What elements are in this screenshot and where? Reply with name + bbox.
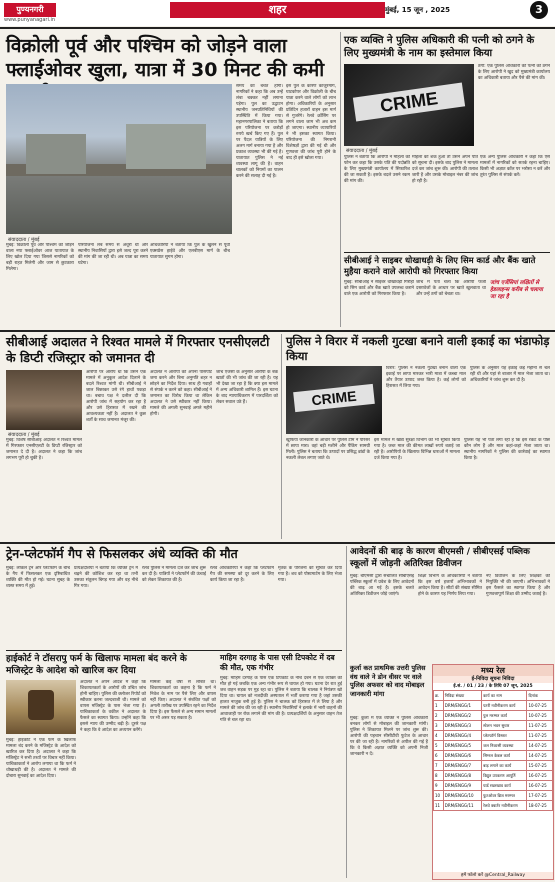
ad-col-header: निविदा संख्या (443, 691, 481, 701)
railway-tender-ad (432, 664, 554, 880)
masthead (0, 0, 555, 26)
table-cell: पटरी नवीनीकरण कार्य (482, 701, 527, 711)
table-cell: सिग्नल केबल कार्य (482, 751, 527, 761)
police-body-1: ठगी: एक पुलिस अधिकारी की पत्नी को ठगने के लिए आरोपी ने खुद को मुख्यमंत्री कार्यालय का अधिकारी बताया और पैसे की मांग की। (478, 64, 550, 81)
table-cell: DRM/ENGG/9 (443, 781, 481, 791)
section-divider-1 (0, 330, 555, 332)
hc-divider (6, 650, 342, 651)
table-cell: DRM/ENGG/7 (443, 761, 481, 771)
cyber-divider (344, 252, 550, 253)
ad-footer: हमें फॉलो करें @Central_Railway (433, 872, 553, 879)
table-cell: 16-07-25 (527, 771, 553, 781)
gutka-body-2: पुलिस के अनुसार यह इकाई कई महीनों से चल रही थी और यहां से बाजार में माल भेजा जाता था। अधिकारियों ने जांच शुरू कर दी है। (470, 366, 550, 383)
hc-body-3: मामला कई वर्षों से लंबित था। शिकायतकर्ता का कहना है कि फर्म ने निवेश के नाम पर पैसे लिए और वापस नहीं किए। अदालत ने संबंधित पक्षों को अगली तारीख पर उपस्थित रहने का निर्देश दिया है। इस फैसले से अन्य समान मामलों पर भी असर पड़ सकता है। (150, 680, 216, 721)
table-cell: 9 (434, 781, 444, 791)
table-cell: 10-07-25 (527, 701, 553, 711)
hc-body-1: मुंबई: हाईकोर्ट ने एक फर्म के खिलाफ मामला बंद करने के मजिस्ट्रेट के आदेश को खारिज कर दिया है। अदालत ने कहा कि मजिस्ट्रेट ने सभी तथ्यों पर विचार नहीं किया। याचिकाकर्ता ने आरोप लगाया था कि फर्म ने धोखाधड़ी की है। अदालत ने मामले की दोबारा सुनवाई का आदेश दिया। (6, 738, 76, 779)
lead-body-5: इस पुल के कारण कांजुरमार्ग, घाटकोपर और विक्रोली के बीच यात्रा करने वाले लोगों को लाभ होगा। अधिकारियों के अनुसार प्रतिदिन हजारों वाहन इस मार्ग से गुजरेंगे। रेलवे क्रॉसिंग पर लगने वाला जाम भी अब कम हो जाएगा। स्थानीय व्यापारियों ने भी इसका स्वागत किया। परियोजना की निगरानी विशेषज्ञों द्वारा की गई थी और गुणवत्ता की जांच पूरी होने के बाद ही इसे खोला गया। (286, 84, 336, 161)
cyber-side-note: जांच एजेंसियां लक्षितों से हेडलाइन्स करीब से चलाया जा रहा है (490, 280, 543, 300)
cbi-body-3: अदालत ने आरोपी को अपना पासपोर्ट जमा करने और बिना अनुमति शहर न छोड़ने का निर्देश दिया। साथ ही गवाहों से संपर्क न करने को कहा। सीबीआई ने जमानत का विरोध किया था लेकिन अदालत ने उसे स्वीकार नहीं किया। मामले की अगली सुनवाई अगले महीने होगी। (150, 370, 212, 417)
table-cell: स्टेशन भवन सुधार (482, 721, 527, 731)
police-headline: एक व्यक्ति ने पुलिस अधिकारी की पत्नी को ठगने के लिए मुख्यमंत्री के नाम का इस्तेमाल किया (344, 35, 535, 59)
table-cell: DRM/ENGG/6 (443, 751, 481, 761)
ad-subtitle: ई-निविदा सूचना निविदा (433, 676, 553, 683)
table-cell: 11-07-25 (527, 731, 553, 741)
bmc-body-3: नए डिवीजन के लिए शिक्षकों की नियुक्ति भी की जाएगी। अभिभावकों ने इस फैसले का स्वागत किया है और गुणवत्तापूर्ण शिक्षा की उम्मीद जताई है। (486, 574, 550, 597)
table-cell: यार्ड रखरखाव कार्य (482, 781, 527, 791)
hc-body-2: अदालत ने अपने आदेश में कहा कि शिकायतकर्ता के आरोपों की उचित जांच होनी चाहिए। पुलिस की क्लोजर रिपोर्ट को स्वीकार करना जल्दबाजी थी। मामले को वापस मजिस्ट्रेट के पास भेजा गया है। याचिकाकर्ता के वकील ने अदालत के फैसले का स्वागत किया। उन्होंने कहा कि इससे न्याय की उम्मीद बढ़ी है। दूसरे पक्ष ने कहा कि वे आदेश का अध्ययन करेंगे। (80, 680, 146, 733)
table-cell: DRM/ENGG/2 (443, 711, 481, 721)
table-cell: 6 (434, 751, 444, 761)
ad-col-header: क्र. (434, 691, 444, 701)
column-divider (340, 32, 341, 327)
cyber-body-2: जांच में पता चला कि आरोपी फर्जी दस्तावेजों के आधार पर खाते खुलवाता था और उन्हें ठगों को बेचता था। (416, 280, 486, 297)
table-row (434, 791, 553, 801)
masthead-divider (0, 27, 555, 29)
table-cell: 11 (434, 801, 444, 811)
train-body-1: मुंबई: लोकल ट्रेन और प्लेटफॉर्म के बीच के गैप में फिसलकर एक दृष्टिबाधित व्यक्ति की मौत हो गई। घटना सुबह के व्यस्त समय में हुई। (6, 566, 70, 589)
table-cell: रेलवे क्वार्टर नवीनीकरण (482, 801, 527, 811)
table-cell: पुल मरम्मत कार्य (482, 711, 527, 721)
table-row (434, 761, 553, 771)
lead-body-2: परियोजना लंबे समय से अधूरी थी और स्थानीय निवासियों द्वारा इसे जल्द पूरा करने की मांग की जा रही थी। अब यात्रा का समय घटेगा। (78, 243, 148, 266)
section-divider-2 (0, 542, 555, 544)
table-cell: 18-07-25 (527, 801, 553, 811)
cbi-byline: संवाददाता / मुंबई (8, 432, 40, 438)
tipper-body: मुंबई: माहिम दरगाह के पास एक टिपकोट के नीचे दबने से एक व्यक्ति की मौत हो गई जबकि एक अन्य गंभीर रूप से घायल हो गया। घटना देर रात हुई जब वाहन सड़क पर मुड़ रहा था। पुलिस ने बताया कि चालक ने नियंत्रण खो दिया था। घायल को नजदीकी अस्पताल में भर्ती कराया गया है जहां उसकी हालत नाजुक बनी हुई है। पुलिस ने चालक को हिरासत में ले लिया है और मामले की जांच की जा रही है। स्थानीय निवासियों ने इलाके में भारी वाहनों की आवाजाही पर रोक लगाने की मांग की है। प्रत्यक्षदर्शियों के अनुसार वाहन तेज गति से चल रहा था। (220, 676, 342, 723)
cbi-headline: सीबीआई अदालत ने रिश्वत मामले में गिरफ्तार एनसीएलटी के डिप्टी रजिस्ट्रार को जमानत दी (6, 334, 270, 365)
cbi-body-4: जांच एजेंसी के अनुसार आरोपी के बैंक खातों की भी जांच की जा रही है। यह भी देखा जा रहा है कि क्या इस मामले में अन्य अधिकारी शामिल हैं। इस घटना के बाद न्यायाधिकरण में पारदर्शिता को लेकर सवाल उठे हैं। (216, 370, 278, 405)
table-row (434, 711, 553, 721)
gutka-photo-label: CRIME (293, 384, 375, 412)
table-cell: फुटओवर ब्रिज मरम्मत (482, 791, 527, 801)
train-headline: ट्रेन-प्लेटफॉर्म गैप से फिसलकर अंधे व्यक्ति की मौत (6, 546, 238, 561)
train-body-4: रेलवे अधिकारियों ने कहा कि प्लेटफॉर्म गैप की समस्या को दूर करने के लिए कार्य किया जा रहा है। (210, 566, 274, 583)
table-cell: प्लेटफॉर्म विस्तार (482, 731, 527, 741)
column-divider-2 (281, 334, 282, 539)
lead-headline: विक्रोली पूर्व और पश्चिम को जोड़ने वाला फ्लाईओवर खुला, यात्रा में 30 मिनट की कमी (6, 35, 325, 81)
police-body-4: एक अन्य पुलिस अधिकारी ने कहा कि ऐसे मामलों में नागरिकों को सतर्क रहना चाहिए। किसी भी अज्ञात कॉल पर भरोसा न करें और तुरंत पुलिस से संपर्क करें। (480, 155, 550, 178)
table-cell: विद्युत उपकरण आपूर्ति (482, 771, 527, 781)
bmc-headline: आवेदनों की बाढ़ के कारण बीएमसी / सीबीएसई पब्लिक स्कूलों में जोड़नी अतिरिक्त डिवीजन (350, 547, 530, 569)
table-cell: DRM/ENGG/3 (443, 721, 481, 731)
issue-date: मुंबई, 15 जून , 2025 (385, 6, 450, 14)
table-cell: DRM/ENGG/11 (443, 801, 481, 811)
police-body-3: महिला को शक हुआ तो उसने अपने पति को सूचना दी। इसके बाद पुलिस ने मामला दर्ज कर जांच शुरू की। आरोपी की तलाश जारी है और उसके मोबाइल नंबर की जांच हो रही है। (412, 155, 478, 184)
table-cell: 5 (434, 741, 444, 751)
gutka-body-5: पुलिस यह भी पता लगा रही है कि इस रैकेट के पीछे कौन लोग हैं और माल कहां-कहां भेजा जाता था। स्थानीय नागरिकों ने पुलिस की कार्रवाई का स्वागत किया है। (464, 438, 550, 461)
table-row (434, 801, 553, 811)
table-cell: 7 (434, 761, 444, 771)
gutka-body-1: विरार: पुलिस ने नकली गुटखा बनाने वाली एक इकाई पर छापा मारकर भारी मात्रा में कच्चा माल और तैयार उत्पाद जब्त किया है। कई लोगों को हिरासत में लिया गया। (386, 366, 466, 389)
table-cell: 16-07-25 (527, 781, 553, 791)
train-body-5: मृतक के परिजनों को सूचित कर दिया गया है। शव को पोस्टमार्टम के लिए भेजा गया। (278, 566, 342, 583)
table-row (434, 771, 553, 781)
lead-body-3: अधिकारियों ने बताया कि पुल के खुलने से पूर्वी एक्सप्रेस हाईवे और एलबीएस मार्ग के बीच यातायात सुगम होगा। (150, 243, 230, 260)
table-cell: DRM/ENGG/5 (443, 741, 481, 751)
ad-reference: ई.सं. / 01 / 23 / के तिथि 07 जून, 2025 (453, 684, 533, 689)
police-photo (344, 64, 474, 146)
table-cell: 8 (434, 771, 444, 781)
table-cell: 17-07-25 (527, 791, 553, 801)
table-cell: 15-07-25 (527, 761, 553, 771)
table-cell: DRM/ENGG/8 (443, 771, 481, 781)
table-cell: 14-07-25 (527, 741, 553, 751)
cyber-headline: सीबीआई ने साइबर धोखाधड़ी के लिए सिम कार्ड और बैंक खाते मुहैया कराने वाले आरोपी को गिरफ्तार किया (344, 255, 536, 276)
train-body-3: रेलवे पुलिस ने मामला दर्ज कर जांच शुरू कर दी है। यात्रियों ने प्लेटफॉर्म की ऊंचाई को लेकर शिकायत की है। (142, 566, 206, 583)
gutka-body-4: इस मामले में खाद्य सुरक्षा विभाग को भी सूचित किया गया है। जब्त माल की कीमत लाखों रुपये बताई जा रही है। आरोपियों के खिलाफ विभिन्न धाराओं में मामला दर्ज किया गया है। (374, 438, 460, 461)
table-cell: 3 (434, 721, 444, 731)
table-cell: 10-07-25 (527, 711, 553, 721)
table-cell: DRM/ENGG/10 (443, 791, 481, 801)
table-row (434, 731, 553, 741)
table-cell: बाड़ लगाने का कार्य (482, 761, 527, 771)
column-divider-3 (346, 546, 347, 878)
kurla-body: मुंबई: कुर्ला में एक व्यक्ति ने पुलिस अधिकारी बनकर लोगों से मोबाइल की जानकारी मांगी। पुलिस ने शिकायत मिलने पर जांच शुरू की। आरोपी की पहचान सीसीटीवी फुटेज के आधार पर की जा रही है। नागरिकों से अपील की गई है कि वे किसी अज्ञात व्यक्ति को अपनी निजी जानकारी न दें। (350, 716, 428, 757)
police-byline: संवाददाता / मुंबई (346, 148, 378, 154)
table-row (434, 741, 553, 751)
gutka-headline: पुलिस ने विरार में नकली गुटखा बनाने वाली इकाई का भंडाफोड़ किया (286, 334, 550, 363)
lead-body-1: मुंबई: विक्रोली पूर्व और पश्चिम को जोड़ने वाला नया फ्लाईओवर आज यातायात के लिए खोल दिया गया जिससे नागरिकों को बड़ी राहत मिलेगी और जाम से छुटकारा मिलेगा। (6, 243, 74, 272)
cbi-body-2: आरोपी पर आरोप था कि उसने एक मामले में अनुकूल आदेश दिलाने के बदले रिश्वत मांगी थी। सीबीआई ने जाल बिछाकर उसे रंगे हाथों पकड़ा था। बचाव पक्ष ने दलील दी कि आरोपी जांच में सहयोग कर रहा है और उसे हिरासत में रखने की आवश्यकता नहीं है। अदालत ने कुछ शर्तों के साथ जमानत मंजूर की। (86, 370, 146, 423)
hc-headline: हाईकोर्ट ने टॉसरापु फर्म के खिलाफ मामला बंद करने के मजिस्ट्रेट के आदेश को खारिज कर दिया (6, 654, 187, 676)
table-cell: 11-07-25 (527, 721, 553, 731)
lead-body-4: समय की बचत होगी। नागरिकों ने कहा कि अब उन्हें लंबा चक्कर नहीं लगाना पड़ेगा। पुल का उद्घाटन स्थानीय जनप्रतिनिधियों की उपस्थिति में किया गया। महानगरपालिका ने बताया कि इस परियोजना पर करोड़ों रुपये खर्च किए गए हैं। पुल पर पैदल यात्रियों के लिए अलग मार्ग बनाया गया है और प्रकाश व्यवस्था भी की गई है। यातायात पुलिस ने नई व्यवस्था लागू की है। वाहन चालकों को नियमों का पालन करने की सलाह दी गई है। (236, 84, 283, 179)
table-cell: 1 (434, 701, 444, 711)
cbi-photo (6, 370, 82, 430)
table-cell: DRM/ENGG/4 (443, 731, 481, 741)
gutka-body-3: खुफिया जानकारी के आधार पर पुलिस टीम ने परिसर में छापा मारा। वहां बड़ी मशीनें और पैकिंग सामग्री मिली। पुलिस ने बताया कि उत्पादों पर प्रसिद्ध ब्रांडों के नकली लेबल लगाए जाते थे। (286, 438, 370, 461)
ad-table (433, 690, 553, 811)
table-cell: 2 (434, 711, 444, 721)
tipper-headline: माहिम दरगाह के पास एसी टिपकोट में दब की मौत, एक गंभीर (220, 653, 335, 672)
police-body-2: पुलिस ने बताया कि आरोपी ने महिला को फोन कर कहा कि उसके पति की पदोन्नति के लिए मुख्यमंत्री कार्यालय में सिफारिश की जा सकती है। इसके बदले उसने रकम की मांग की। (344, 155, 410, 184)
page-number: 3 (530, 1, 548, 19)
ad-col-header: कार्य का नाम (482, 691, 527, 701)
ad-col-header: दिनांक (527, 691, 553, 701)
police-photo-label: CRIME (353, 82, 465, 121)
table-row (434, 781, 553, 791)
cyber-body-1: मुंबई: सीबीआई ने साइबर धोखाधड़ी गिरोहों को सिम कार्ड और बैंक खाते उपलब्ध कराने वाले एक आरोपी को गिरफ्तार किया है। (344, 280, 414, 297)
table-row (434, 721, 553, 731)
section-banner: शहर (170, 2, 385, 18)
table-cell: 4 (434, 731, 444, 741)
cbi-body-1: मुंबई: विशेष सीबीआई अदालत ने रिश्वत मामले में गिरफ्तार एनसीएलटी के डिप्टी रजिस्ट्रार को जमानत दे दी है। अदालत ने कहा कि जांच लगभग पूरी हो चुकी है। (6, 438, 82, 461)
lead-photo (6, 84, 232, 234)
ad-title: मध्य रेल (433, 665, 553, 676)
brand-logo: पुण्यनगरी (4, 3, 56, 17)
kurla-headline: कुर्ला कत प्राथमिक उत्तरी पुलिस वंध वाले ने डोन वीसर पर वाले पुलिस अफसर को वाद मोबाइल जानकारी मांगा (350, 664, 426, 698)
train-body-2: प्रत्यक्षदर्शियों ने बताया कि व्यक्ति ट्रेन में चढ़ने की कोशिश कर रहा था तभी उसका संतुलन बिगड़ गया और वह नीचे गिर गया। (74, 566, 138, 589)
gutka-photo (286, 366, 382, 434)
table-cell: जल निकासी व्यवस्था (482, 741, 527, 751)
table-cell: 14-07-25 (527, 751, 553, 761)
website-url[interactable]: www.punyanagari.in (4, 17, 55, 23)
table-row (434, 751, 553, 761)
table-row (434, 701, 553, 711)
bmc-body-1: मुंबई: बीएमसी द्वारा संचालित सीबीएसई पब्लिक स्कूलों में प्रवेश के लिए आवेदनों की बाढ़ आ गई है। इसके चलते अतिरिक्त डिवीजन जोड़े जाएंगे। (350, 574, 414, 597)
table-cell: DRM/ENGG/1 (443, 701, 481, 711)
table-cell: 10 (434, 791, 444, 801)
lead-byline: संवाददाता / मुंबई (8, 237, 40, 243)
hc-photo (6, 680, 76, 734)
bmc-body-2: शिक्षा विभाग के अधिकारियों ने बताया कि इस वर्ष हजारों अभिभावकों ने आवेदन किया है। सीटों की संख्या सीमित होने के कारण यह निर्णय लिया गया। (418, 574, 482, 597)
